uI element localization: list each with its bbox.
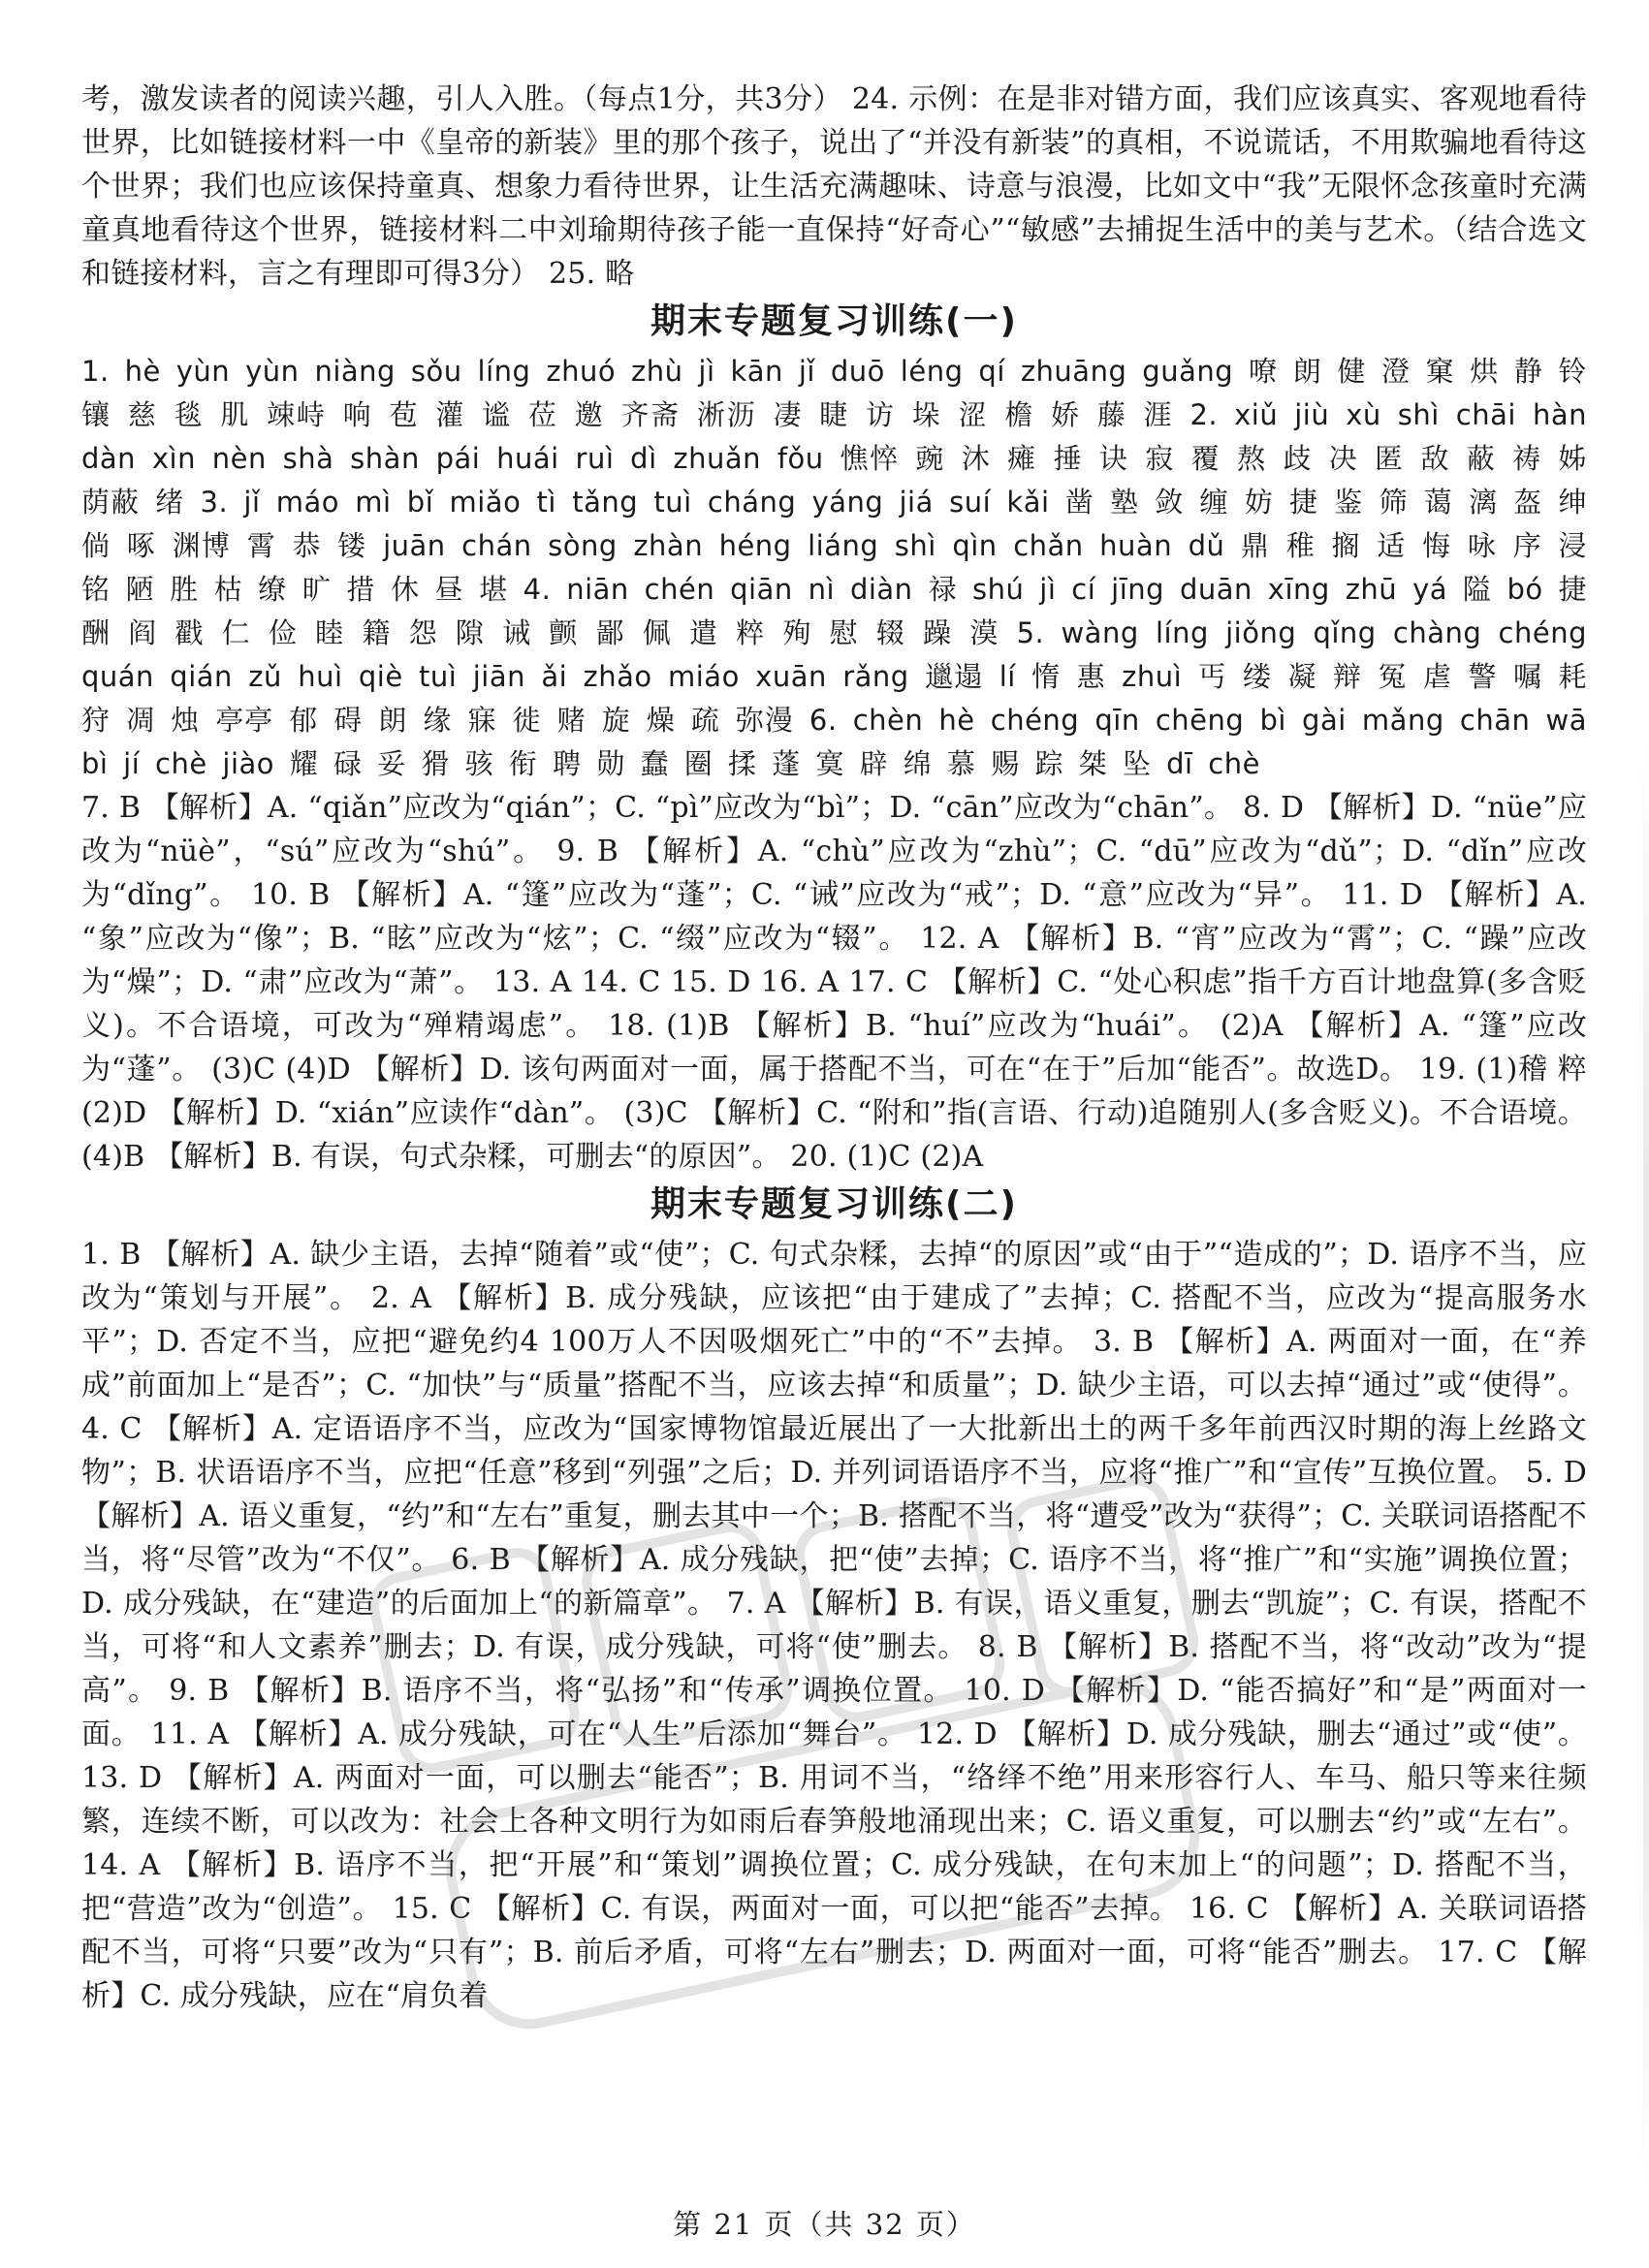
section2-choice-answers: 1. B 【解析】A. 缺少主语，去掉“随着”或“使”；C. 句式杂糅，去掉“的原因”或“由于”“造成的”；D. 语序不当，应改为“策划与开展”。 2. A 【解析】B. 成分残缺，应该把“由于建成了”去掉；C. 搭配不当，应改为“提高服务水平”；D. 否定不当，应把“避免约4 100万人不因吸烟死亡”中的“不”去掉。 3. B 【解析】A. 两面对一面，在“养成”前面加上“是否”；C. “加快”与“质量”搭配不当，应该去掉“和质量”；D. 缺少主语，可以去掉“通过”或“使得”。 4. C 【解析】A. 定语语序不当，应改为“国家博物馆最近展出了一大批新出土的两千多年前西汉时期的海上丝路文物”；B. 状语语序不当，应把“任意”移到“列强”之后；D. 并列词语语序不当，应将“推广”和“宣传”互换位置。 5. D 【解析】A. 语义重复，“约”和“左右”重复，删去其中一个；B. 搭配不当，将“遭受”改为“获得”；C. 关联词语搭配不当，将“尽管”改为“不仅”。 6. B 【解析】A. 成分残缺，把“使”去掉；C. 语序不当，将“推广”和“实施”调换位置；D. 成分残缺，在“建造”的后面加上“的新篇章”。 7. A 【解析】B. 有误，语义重复，删去“凯旋”；C. 有误，搭配不当，可将“和人文素养”删去；D. 有误，成分残缺，可将“使”删去。 8. B 【解析】B. 搭配不当，将“改动”改为“提高”。 9. B 【解析】B. 语序不当，将“弘扬”和“传承”调换位置。 10. D 【解析】D. “能否搞好”和“是”两面对一面。 11. A 【解析】A. 成分残缺，可在“人生”后添加“舞台”。 12. D 【解析】D. 成分残缺，删去“通过”或“使”。 13. D 【解析】A. 两面对一面，可以删去“能否”；B. 用词不当，“络绎不绝”用来形容行人、车马、船只等来往频繁，连续不断，可以改为：社会上各种文明行为如雨后春笋般地涌现出来；C. 语义重复，可以删去“约”或“左右”。 14. A 【解析】B. 语序不当，把“开展”和“策划”调换位置；C. 成分残缺，在句末加上“的问题”；D. 搭配不当，把“营造”改为“创造”。 15. C 【解析】C. 有误，两面对一面，可以把“能否”去掉。 16. C 【解析】A. 关联词语搭配不当，可将“只要”改为“只有”；B. 前后矛盾，可将“左右”删去；D. 两面对一面，可将“能否”删去。 17. C 【解析】C. 成分残缺，应在“肩负着	[81, 1238, 1587, 2013]
section-title-review-2: 期末专题复习训练(二)	[650, 1184, 1018, 1224]
section-title-review-1: 期末专题复习训练(一)	[650, 301, 1018, 341]
section1-choice-answers: 7. B 【解析】A. “qiǎn”应改为“qián”；C. “pì”应改为“bì”；D. “cān”应改为“chān”。 8. D 【解析】D. “nüe”应改为“nüè”，“sú”应改为“shú”。 9. B 【解析】A. “chù”应改为“zhù”；C. “dū”应改为“dǔ”；D. “dǐn”应改为“dǐng”。 10. B 【解析】A. “篷”应改为“蓬”；C. “诫”应改为“戒”；D. “意”应改为“异”。 11. D 【解析】A. “象”应改为“像”；B. “眩”应改为“炫”；C. “缀”应改为“辍”。 12. A 【解析】B. “宵”应改为“霄”；C. “躁”应改为“燥”；D. “肃”应改为“萧”。 13. A 14. C 15. D 16. A 17. C 【解析】C. “处心积虑”指千方百计地盘算(多含贬义)。不合语境，可改为“殚精竭虑”。 18. (1)B 【解析】B. “huí”应改为“huái”。 (2)A 【解析】A. “篷”应改为“蓬”。 (3)C (4)D 【解析】D. 该句两面对一面，属于搭配不当，可在“在于”后加“能否”。故选D。 19. (1)稽 粹 (2)D 【解析】D. “xián”应读作“dàn”。 (3)C 【解析】C. “附和”指(言语、行动)追随别人(多含贬义)。不合语境。 (4)B 【解析】B. 有误，句式杂糅，可删去“的原因”。 20. (1)C (2)A	[81, 791, 1587, 1174]
page-number-footer: 第 21 页（共 32 页）	[673, 2208, 976, 2241]
section1-pinyin-answers: 1. hè yùn yùn niàng sǒu líng zhuó zhù jì kān jǐ duō léng qí zhuāng guǎng 嘹 朗 健 澄 窠 烘 静 铃 镶 慈 毯 肌 竦峙 响 苞 灌 谧 莅 邀 齐斋 淅沥 凄 睫 访 垛 涩 檐 娇 藤 涯 2. xiǔ jiù xù shì chāi hàn dàn xìn nèn shà shàn pái huái ruì dì zhuǎn fǒu 憔悴 豌 沐 瘫 捶 诀 寂 覆 熬 歧 决 匿 敌 蔽 祷 姊 荫蔽 绪 3. jǐ máo mì bǐ miǎo tì tǎng tuì cháng yáng jiá suí kǎi 凿 塾 敛 缠 妨 捷 鉴 筛 蔼 漓 盔 绅 倘 啄 渊博 霄 恭 镂 juān chán sòng zhàn héng liáng shì qìn chǎn huàn dǔ 鼎 稚 搁 适 悔 咏 序 浸 铭 陋 胜 枯 缭 旷 措 休 昼 堪 4. niān chén qiān nì diàn 禄 shú jì cí jīng duān xīng zhū yá 隘 bó 捷 酬 阎 戳 仁 俭 睦 籍 怨 隙 诫 颤 鄙 佩 遣 粹 殉 慰 辍 躁 漠 5. wàng líng jiǒng qǐng chàng chéng quán qián zǔ huì qiè tuì jiān ǎi zhǎo miáo xuān rǎng 邋遢 lí 惰 惠 zhuì 丐 缕 凝 辩 冤 虐 警 嘱 耗 狩 凋 烛 亭亭 郁 碍 朗 缘 寐 徙 赌 旋 燥 疏 弥漫 6. chèn hè chéng qīn chēng bì gài mǎng chān wā bì jí chè jiào 耀 碌 妥 猾 骇 衔 聘 勋 蠢 圈 揉 蓬 寞 辟 绵 慕 赐 踪 桀 坠 dī chè	[81, 355, 1587, 780]
intro-paragraph: 考，激发读者的阅读兴趣，引人入胜。（每点1分，共3分） 24. 示例：在是非对错方面，我们应该真实、客观地看待世界，比如链接材料一中《皇帝的新装》里的那个孩子，说出了“并没有新装”的真相，不说谎话，不用欺骗地看待这个世界；我们也应该保持童真、想象力看待世界，让生活充满趣味、诗意与浪漫，比如文中“我”无限怀念孩童时充满童真地看待这个世界，链接材料二中刘瑜期待孩子能一直保持“好奇心”“敏感”去捕捉生活中的美与艺术。（结合选文和链接材料，言之有理即可得3分） 25. 略	[81, 82, 1587, 291]
page-edge-shadow	[1643, 737, 1649, 2190]
